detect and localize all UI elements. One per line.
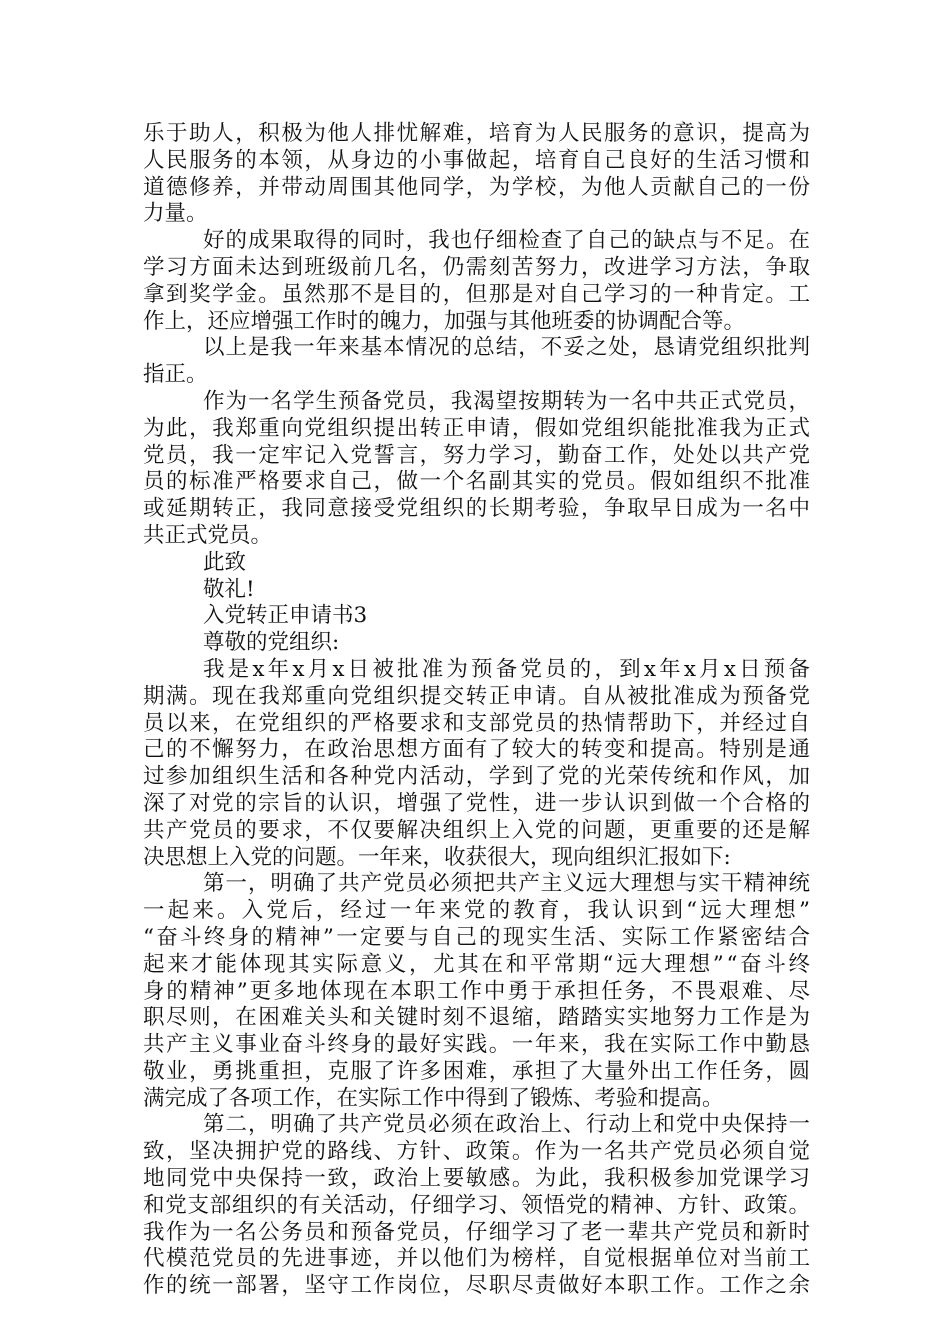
text-line: 党员，我一定牢记入党誓言，努力学习，勤奋工作，处处以共产党 [143,442,812,468]
text-line: 此致 [203,549,247,575]
text-line: 和党支部组织的有关活动，仔细学习、领悟党的精神、方针、政策。 [143,1192,811,1218]
text-line: 入党转正申请书3 [203,603,368,629]
text-line: 身的精神”更多地体现在本职工作中勇于承担任务，不畏艰难、尽 [143,978,812,1004]
text-line: 一起来。入党后，经过一年来党的教育，我认识到“远大理想” [143,898,814,924]
text-line: 尊敬的党组织: [203,630,340,656]
text-line: 致，坚决拥护党的路线、方针、政策。作为一名共产党员必须自觉 [143,1139,812,1165]
text-line: 代模范党员的先进事迹，并以他们为榜样，自觉根据单位对当前工 [143,1246,812,1272]
text-line: 决思想上入党的问题。一年来，收获很大，现向组织汇报如下: [143,844,731,870]
text-line: 我是x年x月x日被批准为预备党员的，到x年x月x日预备 [203,656,814,682]
text-line: 满完成了各项工作，在实际工作中得到了锻炼、考验和提高。 [143,1085,724,1111]
text-line: 力量。 [143,201,208,227]
text-line: 好的成果取得的同时，我也仔细检查了自己的缺点与不足。在 [203,228,812,254]
text-line: 学习方面未达到班级前几名，仍需刻苦努力，改进学习方法，争取 [143,254,812,280]
text-line: 以上是我一年来基本情况的总结，不妥之处，恳请党组织批判 [203,335,812,361]
document-body [143,121,814,1300]
text-line: 地同党中央保持一致，政治上要敏感。为此，我积极参加党课学习 [143,1166,812,1192]
text-line: 职尽则，在困难关头和关键时刻不退缩，踏踏实实地努力工作是为 [143,1005,812,1031]
text-line: 为此，我郑重向党组织提出转正申请，假如党组织能批准我为正式 [143,415,812,441]
text-line: 或延期转正，我同意接受党组织的长期考验，争取早日成为一名中 [143,496,812,522]
text-line: 拿到奖学金。虽然那不是目的，但那是对自己学习的一种肯定。工 [143,281,812,307]
text-line: “奋斗终身的精神”一定要与自己的现实生活、实际工作紧密结合 [143,924,813,950]
text-line: 共产党员的要求，不仅要解决组织上入党的问题，更重要的还是解 [143,817,812,843]
text-line: 敬业，勇挑重担，克服了许多困难，承担了大量外出工作任务，圆 [143,1058,812,1084]
text-line: 作的统一部署，坚守工作岗位，尽职尽责做好本职工作。工作之余 [143,1273,812,1299]
text-line: 乐于助人，积极为他人排忧解难，培育为人民服务的意识，提高为 [143,121,812,146]
text-line: 道德修养，并带动周围其他同学，为学校，为他人贡献自己的一份 [143,174,812,200]
text-line: 作上，还应增强工作时的魄力，加强与其他班委的协调配合等。 [143,308,746,334]
text-line: 共正式党员。 [143,522,273,548]
text-line: 员以来，在党组织的严格要求和支部党员的热情帮助下，并经过自 [143,710,812,736]
text-line: 指正。 [143,362,208,388]
text-line: 己的不懈努力，在政治思想方面有了较大的转变和提高。特别是通 [143,737,812,763]
text-line: 员的标准严格要求自己，做一个名副其实的党员。假如组织不批准 [143,469,812,495]
text-line: 期满。现在我郑重向党组织提交转正申请。自从被批准成为预备党 [143,683,812,709]
text-line: 第二，明确了共产党员必须在政治上、行动上和党中央保持一 [203,1112,812,1138]
text-line: 共产主义事业奋斗终身的最好实践。一年来，我在实际工作中勤恳 [143,1032,812,1058]
text-line: 我作为一名公务员和预备党员，仔细学习了老一辈共产党员和新时 [143,1219,812,1245]
text-line: 敬礼! [203,576,255,602]
text-line: 深了对党的宗旨的认识，增强了党性，进一步认识到做一个合格的 [143,790,812,816]
text-line: 作为一名学生预备党员，我渴望按期转为一名中共正式党员， [203,388,812,414]
text-line: 过参加组织生活和各种党内活动，学到了党的光荣传统和作风，加 [143,764,812,790]
text-line: 第一，明确了共产党员必须把共产主义远大理想与实干精神统 [203,871,812,897]
text-line: 起来才能体现其实际意义，尤其在和平常期“远大理想”“奋斗终 [143,951,813,977]
text-line: 人民服务的本领，从身边的小事做起，培育自己良好的生活习惯和 [143,147,812,173]
